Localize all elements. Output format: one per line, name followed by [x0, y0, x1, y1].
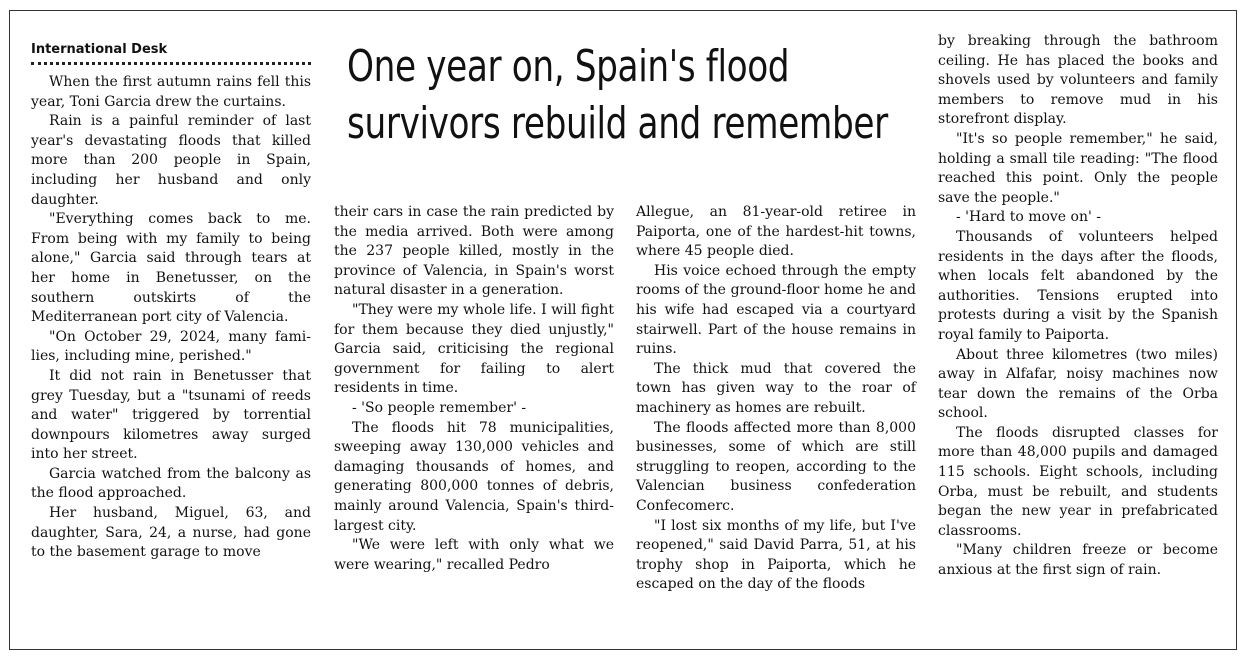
paragraph: Thousands of volunteers helped residents in the days after the floods, when locals felt abandoned by the authorities. Tensions erupted into protests during a visit by the Spanish royal family to Paiporta.	[938, 228, 1218, 343]
paragraph: The floods disrupted classes for more than 48,000 pupils and damaged 115 schools. Eight schools, including Orba, must be rebuilt, and students began the new year in prefabricated classrooms.	[938, 424, 1218, 539]
paragraph: Rain is a painful reminder of last year's devastating floods that killed more than 200 people in Spain, including her husband and only daughter.	[31, 113, 311, 208]
paragraph: The floods affected more than 8,000 businesses, some of which are still struggling to reopen, according to the Valencian business confederation Confecomerc.	[636, 419, 916, 514]
paragraph: Allegue, an 81-year-old retiree in Paiporta, one of the hardest-hit towns, where 45 people died.	[636, 204, 916, 260]
dotted-rule	[31, 62, 311, 65]
paragraph: About three kilometres (two miles) away in Alfafar, noisy machines now tear down the remains of the Orba school.	[938, 346, 1218, 422]
paragraph: "On October 29, 2024, many families, including mine, perished."	[31, 328, 311, 365]
subheading: - 'So people remember' -	[352, 399, 527, 416]
paragraph: Her husband, Miguel, 63, and daughter, Sara, 24, a nurse, had gone to the basement garage to move	[31, 505, 311, 561]
paragraph: their cars in case the rain predicted by the media arrived. Both were among the 237 people killed, mostly in the province of Valencia, in Spain's worst natural disaster in a generation.	[334, 204, 614, 299]
paragraph: "Everything comes back to me. From being with my family to being alone," Garcia said through tears at her home in Benetusser, on the southern outskirts of the Mediterranean port city of Valencia.	[31, 211, 311, 326]
paragraph: "It's so people remember," he said, holding a small tile reading: "The flood reached this point. Only the people save the people."	[938, 130, 1218, 206]
paragraph: When the first autumn rains fell this year, Toni Garcia drew the curtains.	[31, 74, 311, 110]
column-2	[334, 203, 614, 575]
section-label: International Desk	[31, 42, 168, 57]
paragraph: "They were my whole life. I will fight for them because they died unjustly," Garcia said, criticising the regional government for failing to alert residents in time.	[334, 301, 614, 397]
column-3	[636, 203, 916, 595]
headline-line-1: One year on, Spain's flood	[347, 41, 790, 92]
headline	[347, 38, 888, 152]
headline-line-2: survivors rebuild and remember	[347, 98, 888, 149]
paragraph: It did not rain in Benetusser that grey Tuesday, but a "tsunami of reeds and water" triggered by torrential downpours kilometres away surged into her street.	[31, 367, 311, 463]
column-1	[31, 73, 311, 563]
paragraph: The floods hit 78 municipalities, sweeping away 130,000 vehicles and damaging thousands of homes, and generating 800,000 tonnes of debris, mainly around Valencia, Spain's third-largest city.	[334, 419, 614, 534]
column-4	[938, 32, 1218, 581]
paragraph: by breaking through the bathroom ceiling. He has placed the books and shovels used by volunteers and family members to remove mud in his storefront display.	[938, 33, 1218, 128]
paragraph: "I lost six months of my life, but I've reopened," said David Parra, 51, at his trophy shop in Paiporta, which he escaped on the day of the floods	[636, 517, 916, 593]
paragraph: Garcia watched from the balcony as the flood approached.	[31, 465, 311, 502]
paragraph: "Many children freeze or become anxious at the first sign of rain.	[938, 542, 1218, 579]
subheading: - 'Hard to move on' -	[956, 209, 1102, 226]
paragraph: The thick mud that covered the town has given way to the roar of machinery as homes are rebuilt.	[636, 360, 916, 416]
paragraph: "We were left with only what we were wearing," recalled Pedro	[334, 537, 614, 573]
paragraph: His voice echoed through the empty rooms of the ground-floor home he and his wife had escaped via a courtyard stairwell. Part of the house remains in ruins.	[636, 262, 916, 358]
